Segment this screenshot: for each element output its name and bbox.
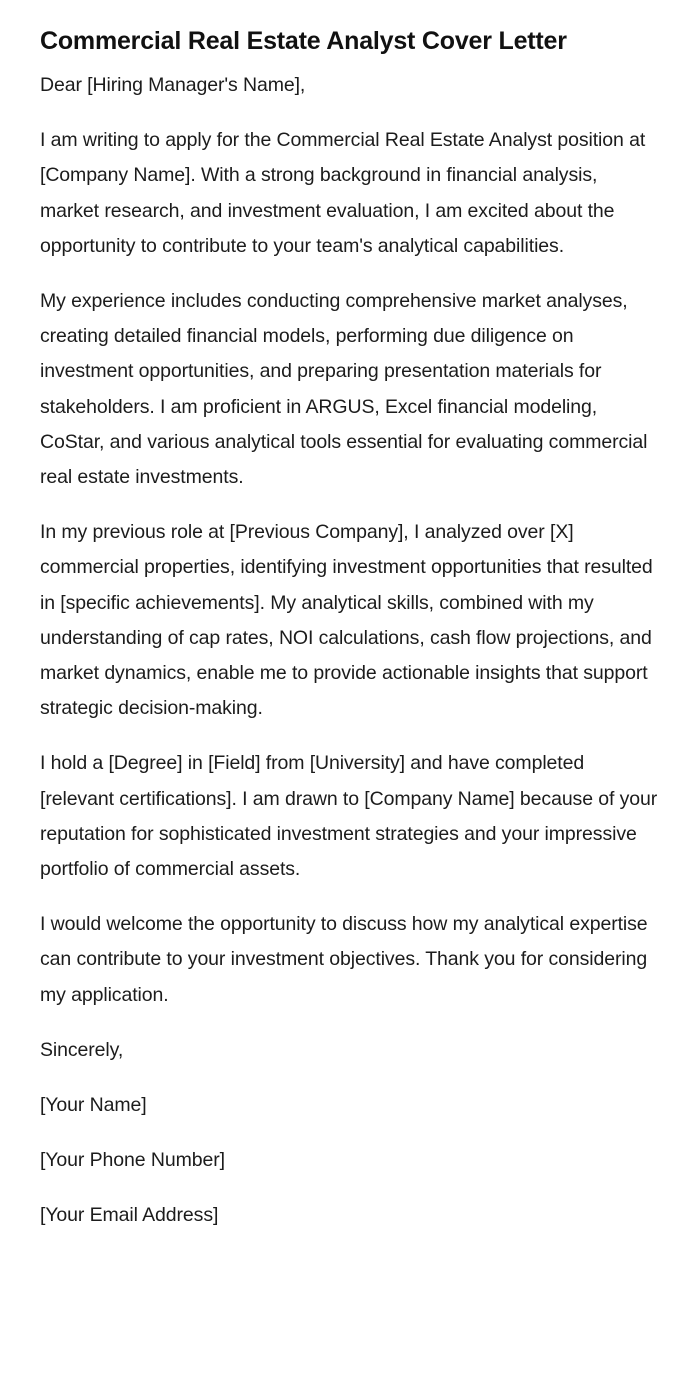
signature-email: [Your Email Address] (40, 1204, 219, 1227)
salutation: Dear [Hiring Manager's Name], (40, 74, 306, 96)
paragraph-closing-remarks: I would welcome the opportunity to discuss how my analytical expertise can contribute to your investment objectives. Thank you for considering my application. (40, 913, 648, 1006)
paragraph-intro: I am writing to apply for the Commercial Real Estate Analyst position at [Company Name]. With a strong background in financial analysis, market research, and investment evaluation, I am excited about the opportunity to contribute to your team's analytical capabilities. (40, 129, 646, 257)
paragraph-experience: My experience includes conducting comprehensive market analyses, creating detailed financial models, performing due diligence on investment opportunities, and preparing presentation materials for stakeholders. I am proficient in ARGUS, Excel financial modeling, CoStar, and various analytical tools essential for evaluating commercial real estate investments. (40, 290, 648, 489)
paragraph-previous-role: In my previous role at [Previous Company], I analyzed over [X] commercial properties, identifying investment opportunities that resulted in [specific achievements]. My analytical skills, combined with my understanding of cap rates, NOI calculations, cash flow projections, and market dynamics, enable me to provide actionable insights that support strategic decision-making. (40, 521, 653, 720)
page-title: Commercial Real Estate Analyst Cover Letter (40, 27, 567, 55)
signature-name: [Your Name] (40, 1094, 147, 1117)
closing: Sincerely, (40, 1038, 124, 1061)
paragraph-education: I hold a [Degree] in [Field] from [University] and have completed [relevant certifications]. I am drawn to [Company Name] because of your reputation for sophisticated investment strategies and your impressive portfolio of commercial assets. (40, 752, 658, 881)
signature-phone: [Your Phone Number] (40, 1149, 225, 1172)
